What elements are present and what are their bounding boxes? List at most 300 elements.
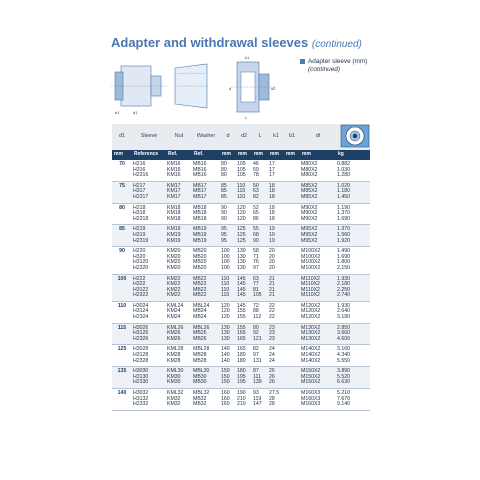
cell-value: M95X2 xyxy=(301,231,318,238)
cell-value: 4.340 xyxy=(337,352,350,359)
cell-d1: 70 xyxy=(112,160,132,181)
cell-value: MB30 xyxy=(193,373,207,380)
cell-value: 26 xyxy=(269,379,275,386)
cell-value: KML32 xyxy=(167,390,184,396)
cell-value: 4.600 xyxy=(337,335,350,342)
cell-value: 120 xyxy=(237,204,246,211)
cell-value: H2324 xyxy=(133,314,149,321)
cell-kg xyxy=(336,203,370,225)
cell-value: 20 xyxy=(269,259,275,266)
cell-value: 105 xyxy=(237,161,246,167)
cell-value: H222 xyxy=(133,275,146,282)
cell-value: H2320 xyxy=(133,264,149,271)
cell-kg xyxy=(336,247,370,274)
cell-value: H3128 xyxy=(133,352,149,359)
cell-value: 24 xyxy=(269,357,275,364)
cell-value: M120X2 xyxy=(301,308,321,315)
cell-b1 xyxy=(284,160,300,181)
cell-sleeve xyxy=(132,323,166,345)
cell-value: 120 xyxy=(237,215,246,222)
cell-value: 2.250 xyxy=(337,286,350,293)
cell-nut xyxy=(166,345,192,367)
cell-value: 18 xyxy=(269,193,275,200)
cell-value: MB22 xyxy=(193,281,207,288)
cell-d xyxy=(220,301,236,323)
cell-value: 95 xyxy=(221,226,227,233)
cell-b1 xyxy=(284,181,300,203)
cell-value: M140X2 xyxy=(301,346,321,353)
cell-nut xyxy=(166,160,192,181)
cell-value: 1.020 xyxy=(337,182,350,189)
cell-value: 9.140 xyxy=(337,401,350,408)
cell-value: M90X2 xyxy=(301,210,318,217)
cell-value: KM30 xyxy=(167,379,181,386)
cell-k1 xyxy=(268,323,284,345)
cell-b1 xyxy=(284,389,300,411)
sleeve-technical-drawings xyxy=(111,52,291,122)
title-main: Adapter and withdrawal sleeves xyxy=(111,35,309,50)
cell-value: M130X2 xyxy=(301,324,321,331)
cell-value: M85X2 xyxy=(301,188,318,195)
cell-value: 97 xyxy=(253,264,259,271)
cell-value: 1.190 xyxy=(337,204,350,211)
cell-value: KM18 xyxy=(167,215,181,222)
cell-value: 210 xyxy=(237,395,246,402)
cell-sleeve xyxy=(132,203,166,225)
cell-value: H3122 xyxy=(133,286,149,293)
cell-value: 155 xyxy=(237,324,246,331)
cell-k1 xyxy=(268,225,284,247)
legend-label: Adapter sleeve (mm) xyxy=(308,58,368,65)
cell-value: 93 xyxy=(253,390,259,396)
cell-value: 1.030 xyxy=(337,166,350,173)
table-row xyxy=(112,160,370,181)
cell-washer xyxy=(192,203,220,225)
cell-value: 21 xyxy=(269,281,275,288)
cell-washer xyxy=(192,225,220,247)
cell-value: 160 xyxy=(221,390,230,396)
cell-value: 23 xyxy=(269,330,275,337)
cell-dt xyxy=(300,274,336,301)
cell-k1 xyxy=(268,181,284,203)
sleeve-assembly-drawing xyxy=(111,66,167,115)
cell-d xyxy=(220,274,236,301)
cell-d1: 125 xyxy=(112,345,132,367)
cell-value: MB20 xyxy=(193,259,207,266)
cell-value: MB30 xyxy=(193,379,207,386)
cell-value: 20 xyxy=(269,264,275,271)
cell-k1 xyxy=(268,389,284,411)
cell-value: M160X3 xyxy=(301,390,321,396)
cell-value: KM32 xyxy=(167,395,181,402)
unit-header: Reference xyxy=(132,150,166,160)
cell-d xyxy=(220,323,236,345)
cell-value: H3028 xyxy=(133,346,149,353)
cell-value: 97 xyxy=(253,352,259,359)
cell-value: 78 xyxy=(253,172,259,179)
cell-sleeve xyxy=(132,389,166,411)
cell-value: 1.490 xyxy=(337,248,350,255)
cell-value: 7.670 xyxy=(337,395,350,402)
cell-value: 2.850 xyxy=(337,324,350,331)
bearing-icon xyxy=(340,124,370,148)
cell-value: 1.690 xyxy=(337,253,350,260)
cell-value: MBL26 xyxy=(193,324,210,331)
cell-value: 110 xyxy=(237,188,246,195)
cell-value: KM20 xyxy=(167,253,181,260)
cell-value: 90 xyxy=(221,215,227,222)
cell-kg xyxy=(336,389,370,411)
cell-value: 130 xyxy=(237,248,246,255)
cell-l xyxy=(252,247,268,274)
cell-dt xyxy=(300,301,336,323)
cell-washer xyxy=(192,323,220,345)
cell-dt xyxy=(300,203,336,225)
label-k1: k1 xyxy=(245,55,250,60)
cell-nut xyxy=(166,203,192,225)
title-suffix: (continued) xyxy=(311,39,362,50)
cell-d xyxy=(220,160,236,181)
cell-value: 26 xyxy=(269,368,275,375)
cell-value: MB22 xyxy=(193,292,207,299)
cell-d xyxy=(220,389,236,411)
cell-value: 140 xyxy=(221,346,230,353)
cell-value: 155 xyxy=(237,308,246,315)
cell-kg xyxy=(336,160,370,181)
column-header: dt xyxy=(300,124,336,150)
column-header: Washer xyxy=(192,124,220,150)
cell-value: 100 xyxy=(221,253,230,260)
cell-value: 130 xyxy=(221,335,230,342)
cell-value: 110 xyxy=(237,193,246,200)
cell-value: 105 xyxy=(237,172,246,179)
cell-value: 3.660 xyxy=(337,330,350,337)
cell-value: M100X2 xyxy=(301,253,321,260)
cell-k1 xyxy=(268,247,284,274)
cell-value: 1.920 xyxy=(337,237,350,244)
cell-d1: 140 xyxy=(112,389,132,411)
cell-sleeve xyxy=(132,367,166,389)
cell-sleeve xyxy=(132,301,166,323)
cell-value: KM16 xyxy=(167,172,181,179)
cell-dt xyxy=(300,323,336,345)
cell-value: 210 xyxy=(237,401,246,408)
cell-value: M80X2 xyxy=(301,161,318,167)
cell-d2 xyxy=(236,225,252,247)
cell-d xyxy=(220,181,236,203)
cell-value: 21 xyxy=(269,286,275,293)
cell-d1: 100 xyxy=(112,274,132,301)
cell-value: KML28 xyxy=(167,346,184,353)
table-row xyxy=(112,274,370,301)
cell-nut xyxy=(166,247,192,274)
cell-value: H3130 xyxy=(133,373,149,380)
cell-value: 140 xyxy=(221,352,230,359)
cell-value: KM24 xyxy=(167,314,181,321)
cell-value: MB26 xyxy=(193,335,207,342)
cell-value: MB18 xyxy=(193,204,207,211)
table-unit-row xyxy=(112,150,370,160)
cell-value: KM16 xyxy=(167,161,181,167)
cell-value: KM17 xyxy=(167,182,181,189)
cell-k1 xyxy=(268,367,284,389)
cell-value: 18 xyxy=(269,210,275,217)
cell-value: 55 xyxy=(253,226,259,233)
cell-d xyxy=(220,247,236,274)
cell-value: 17 xyxy=(269,166,275,173)
cell-value: H316 xyxy=(133,166,146,173)
cell-value: KM22 xyxy=(167,275,181,282)
cell-value: M120X2 xyxy=(301,302,321,309)
cell-d1: 75 xyxy=(112,181,132,203)
cell-value: M80X2 xyxy=(301,166,318,173)
cell-value: KM18 xyxy=(167,210,181,217)
cell-b1 xyxy=(284,203,300,225)
cell-value: 1.180 xyxy=(337,188,350,195)
cell-washer xyxy=(192,367,220,389)
cell-value: 190 xyxy=(237,390,246,396)
cell-value: 165 xyxy=(237,335,246,342)
cell-value: 111 xyxy=(253,373,261,380)
table-row xyxy=(112,203,370,225)
table-header-row xyxy=(112,124,370,150)
cell-value: 85 xyxy=(221,182,227,189)
cell-value: KM16 xyxy=(167,166,181,173)
cell-value: MB32 xyxy=(193,395,207,402)
cell-nut xyxy=(166,274,192,301)
cell-value: H318 xyxy=(133,210,146,217)
cell-value: 1.690 xyxy=(337,215,350,222)
cell-d1: 110 xyxy=(112,301,132,323)
cell-value: 59 xyxy=(253,166,259,173)
cell-sleeve xyxy=(132,274,166,301)
cell-value: MB18 xyxy=(193,215,207,222)
cell-value: MB20 xyxy=(193,253,207,260)
cell-value: 110 xyxy=(237,182,246,189)
cell-dt xyxy=(300,247,336,274)
cell-value: M80X2 xyxy=(301,172,318,179)
unit-header: kg xyxy=(336,150,370,160)
cell-value: 110 xyxy=(221,292,230,299)
cell-value: 120 xyxy=(221,308,230,315)
cell-value: M160X3 xyxy=(301,401,321,408)
cell-b1 xyxy=(284,225,300,247)
cell-value: 180 xyxy=(237,352,246,359)
cell-value: M100X2 xyxy=(301,264,321,271)
cell-l xyxy=(252,301,268,323)
cell-value: 120 xyxy=(221,302,230,309)
cell-value: MBL24 xyxy=(193,302,210,309)
cell-value: KM19 xyxy=(167,237,181,244)
cell-value: 2.740 xyxy=(337,292,350,299)
cell-kg xyxy=(336,367,370,389)
cell-value: H3132 xyxy=(133,395,149,402)
cell-value: 28 xyxy=(269,401,275,408)
cell-value: H219 xyxy=(133,226,146,233)
cell-value: 2.640 xyxy=(337,308,350,315)
cell-value: M90X2 xyxy=(301,204,318,211)
cell-value: 100 xyxy=(221,259,230,266)
unit-header: mm xyxy=(220,150,236,160)
cell-value: MB28 xyxy=(193,357,207,364)
cell-value: MB28 xyxy=(193,352,207,359)
cell-value: 145 xyxy=(237,275,246,282)
cell-value: 110 xyxy=(221,275,230,282)
cell-value: MB24 xyxy=(193,308,207,315)
cell-value: H3120 xyxy=(133,259,149,266)
cell-value: 80 xyxy=(221,161,227,167)
table-body xyxy=(112,160,370,410)
cell-value: H322 xyxy=(133,281,146,288)
cell-value: 24 xyxy=(269,346,275,353)
cell-value: 125 xyxy=(237,231,246,238)
cell-value: 145 xyxy=(237,302,246,309)
cell-l xyxy=(252,345,268,367)
cell-value: 92 xyxy=(253,330,259,337)
cell-dt xyxy=(300,181,336,203)
cell-value: 81 xyxy=(253,286,259,293)
cell-value: 145 xyxy=(237,281,246,288)
cell-value: H2318 xyxy=(133,215,149,222)
unit-header: mm xyxy=(284,150,300,160)
cell-washer xyxy=(192,301,220,323)
unit-header: mm xyxy=(236,150,252,160)
cell-value: M85X2 xyxy=(301,182,318,189)
cell-value: H3124 xyxy=(133,308,149,315)
cell-d xyxy=(220,345,236,367)
cell-k1 xyxy=(268,203,284,225)
cell-d1: 80 xyxy=(112,203,132,225)
cell-value: 5.210 xyxy=(337,390,350,396)
cell-value: 22 xyxy=(269,308,275,315)
cell-value: 18 xyxy=(269,204,275,211)
cell-value: KM26 xyxy=(167,335,181,342)
cell-value: 110 xyxy=(221,281,230,288)
cell-value: MB19 xyxy=(193,231,207,238)
cell-sleeve xyxy=(132,247,166,274)
cell-value: 120 xyxy=(237,210,246,217)
cell-kg xyxy=(336,301,370,323)
cell-value: 130 xyxy=(237,253,246,260)
cell-value: 130 xyxy=(237,259,246,266)
column-header: d xyxy=(220,124,236,150)
cell-dt xyxy=(300,389,336,411)
cell-value: H218 xyxy=(133,204,146,211)
cell-value: 21 xyxy=(269,292,275,299)
cell-value: 180 xyxy=(237,357,246,364)
cell-k1 xyxy=(268,160,284,181)
cell-l xyxy=(252,367,268,389)
cell-nut xyxy=(166,225,192,247)
cell-value: KM17 xyxy=(167,193,181,200)
cell-washer xyxy=(192,389,220,411)
cell-value: 18 xyxy=(269,215,275,222)
cell-value: M150X2 xyxy=(301,379,321,386)
cell-value: H2326 xyxy=(133,335,149,342)
cell-value: MB17 xyxy=(193,193,207,200)
cell-value: 105 xyxy=(253,292,262,299)
cell-value: 150 xyxy=(221,368,230,375)
cell-value: 63 xyxy=(253,275,259,282)
cell-l xyxy=(252,160,268,181)
cell-value: M120X2 xyxy=(301,314,321,321)
cell-value: H217 xyxy=(133,182,146,189)
cell-value: 46 xyxy=(253,161,259,167)
cell-value: H2316 xyxy=(133,172,149,179)
cell-value: 1.370 xyxy=(337,210,350,217)
cell-value: 90 xyxy=(221,204,227,211)
cell-value: 0.882 xyxy=(337,161,350,167)
cell-l xyxy=(252,203,268,225)
cell-value: KM22 xyxy=(167,292,181,299)
cell-value: 20 xyxy=(269,253,275,260)
cell-value: 17 xyxy=(269,161,275,167)
cell-value: MB20 xyxy=(193,248,207,255)
cell-value: M140X2 xyxy=(301,357,321,364)
cell-d xyxy=(220,225,236,247)
cell-value: M140X2 xyxy=(301,352,321,359)
cell-value: 130 xyxy=(221,324,230,331)
cell-value: 121 xyxy=(253,335,262,342)
cell-value: 131 xyxy=(253,357,262,364)
cell-value: M110X2 xyxy=(301,292,320,299)
cell-b1 xyxy=(284,247,300,274)
cell-value: 90 xyxy=(221,210,227,217)
cell-value: 125 xyxy=(237,226,246,233)
label-d1: d1 xyxy=(133,110,138,115)
cell-value: M100X2 xyxy=(301,248,321,255)
unit-header: mm xyxy=(112,150,132,160)
cell-value: 80 xyxy=(221,166,227,173)
cell-value: 195 xyxy=(237,373,246,380)
cell-value: H2317 xyxy=(133,193,149,200)
cell-value: 27.5 xyxy=(269,390,280,396)
unit-header: mm xyxy=(300,150,336,160)
label-d: d xyxy=(229,86,232,91)
legend-continued: (continued) xyxy=(308,66,340,73)
table-row xyxy=(112,389,370,411)
table-row xyxy=(112,345,370,367)
cell-kg xyxy=(336,274,370,301)
cell-value: 82 xyxy=(253,193,259,200)
cell-value: KM17 xyxy=(167,188,181,195)
cell-value: MB18 xyxy=(193,210,207,217)
cell-d2 xyxy=(236,203,252,225)
cell-value: 165 xyxy=(237,346,246,353)
cell-value: H3024 xyxy=(133,302,149,309)
sleeve-cone-drawing xyxy=(175,64,207,108)
cell-value: 22 xyxy=(269,314,275,321)
cell-nut xyxy=(166,301,192,323)
cell-value: 58 xyxy=(253,248,259,255)
cell-value: 95 xyxy=(221,237,227,244)
cell-value: MB19 xyxy=(193,226,207,233)
label-d2: d2 xyxy=(271,86,276,91)
cell-value: 130 xyxy=(237,264,246,271)
column-header: Nut xyxy=(166,124,192,150)
cell-value: 130 xyxy=(221,330,230,337)
legend xyxy=(300,58,367,74)
cell-value: 80 xyxy=(221,172,227,179)
cell-value: KM30 xyxy=(167,373,181,380)
cell-value: M95X2 xyxy=(301,237,318,244)
cell-d2 xyxy=(236,274,252,301)
cell-value: H2328 xyxy=(133,357,149,364)
cell-value: 88 xyxy=(253,308,259,315)
cell-d2 xyxy=(236,301,252,323)
cell-value: 50 xyxy=(253,182,259,189)
cell-value: 160 xyxy=(221,401,230,408)
